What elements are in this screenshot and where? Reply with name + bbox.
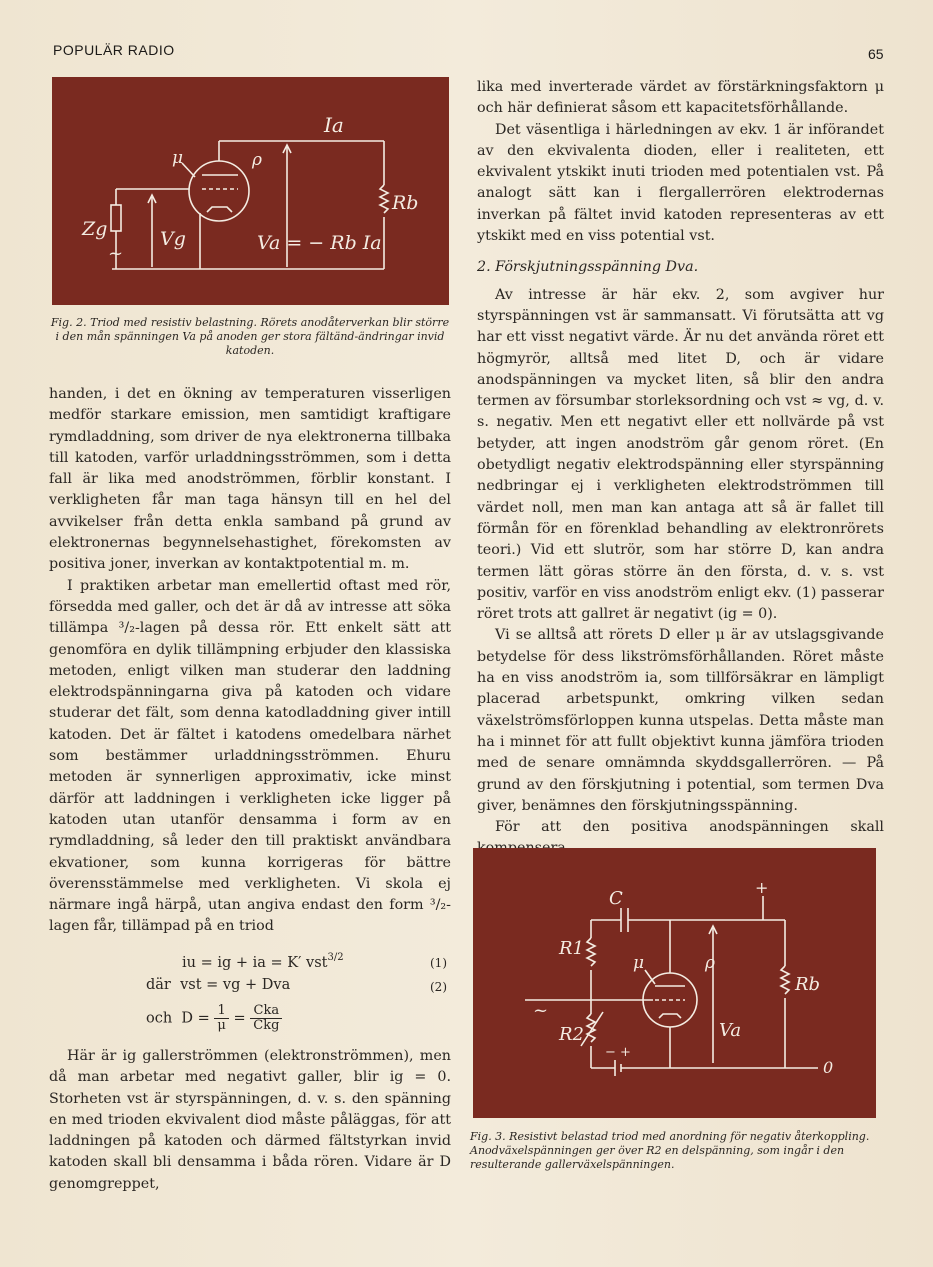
label-va-equation: Va = − Rb Ia bbox=[257, 232, 382, 254]
equation-3: och D = $\frac{1}{\mu}$ = $\frac{\text{Cka}}{\text{Ckg}}$ bbox=[146, 1004, 282, 1033]
label-mu: μ bbox=[172, 148, 184, 168]
label-r2: R2 bbox=[559, 1024, 585, 1045]
left-paragraph-3: Här är ig gallerströmmen (elektronströmmen), men då man arbetar med negativt galler, blir ig = 0. Storheten vst är styrspänningen, d. v. s. den spänning en med trioden ekvivalent diod måste påläggas, för att laddningen på katoden och därmed fältstyrkan invid katoden skall bli densamma i båda rören. Vidare är D genomgreppet, bbox=[49, 1048, 451, 1192]
right-column bbox=[477, 77, 884, 860]
equation-2-number: (2) bbox=[430, 980, 447, 994]
figure-2-diagram bbox=[52, 77, 449, 305]
r2-resistor bbox=[587, 1014, 595, 1042]
left-column-lower bbox=[49, 1046, 451, 1195]
label-ac-source: ~ bbox=[533, 1000, 549, 1021]
label-mu: μ bbox=[633, 953, 645, 973]
label-zg: Zg bbox=[82, 218, 108, 240]
section-heading: 2. Förskjutningsspänning Dva. bbox=[477, 259, 699, 276]
equation-2: där vst = vg + Dva bbox=[146, 977, 291, 993]
label-rb: Rb bbox=[392, 192, 419, 214]
equation-1: iu = ig + ia = K′ vst$^{3/2}$ bbox=[182, 952, 344, 971]
equation-1-exponent: 3/2 bbox=[327, 952, 344, 963]
cathode bbox=[207, 207, 232, 212]
zg-impedance bbox=[111, 205, 121, 231]
fraction-1-over-mu: $\frac{1}{\mu}$ bbox=[214, 1004, 228, 1033]
fraction-cka-ckg: $\frac{\text{Cka}}{\text{Ckg}}$ bbox=[250, 1004, 282, 1033]
label-battery-polarity: − + bbox=[605, 1045, 631, 1060]
label-r1: R1 bbox=[559, 938, 585, 959]
label-plus: + bbox=[755, 878, 769, 897]
right-paragraph-4: Vi se alltså att rörets D eller μ är av utslagsgivande betydelse för dess likströmsförhållanden. Röret måste ha en viss anodström ia, som tillförsäkrar en lämpligt placerad arbetspunkt, omkring vilken sedan växelströmsförloppen kunna utspelas. Detta måste man ha i minnet för att fullt objektivt kunna jämföra trioden med de senare omnämnda skyddsgallerrören. — På grund av den förskjutning i potential, som termen Dva giver, benämnes den förskjutningsspänning. bbox=[477, 627, 884, 814]
rb-resistor bbox=[380, 185, 388, 213]
label-c: C bbox=[609, 888, 623, 909]
left-column-upper bbox=[49, 384, 451, 938]
label-zero: 0 bbox=[823, 1058, 834, 1077]
right-paragraph-5: För att den positiva anodspänningen skall bbox=[495, 819, 884, 836]
label-rho: ρ bbox=[252, 150, 262, 170]
right-paragraph-1: lika med inverterade värdet av förstärkningsfaktorn μ och här definierat såsom ett kapacitetsförhållande. bbox=[477, 79, 884, 117]
label-rb: Rb bbox=[795, 974, 821, 995]
left-paragraph-2: I praktiken arbetar man emellertid oftast med rör, försedda med galler, och det är då av intresse att söka tillämpa ³/₂-lagen på dessa rör. Ett enkelt sätt att genomföra en dylik tillämpning erbjuder den klassiska metoden, enligt vilken man studerar den laddning elektrodspänningarna giva på katoden och vidare studerar det fält, som denna katodladdning giver intill katoden. Det är fältet i katodens omedelbara närhet som bestämmer urladdningsströmmen. Ehuru metoden är synnerligen approximativ, icke minst därför att laddningen i verkligheten icke ligger på katoden utan utanför densamma i form av en rymdladdning, så leder den till praktiskt användbara ekvationer, som kunna korrigeras för bättre överensstämmelse med verkligheten. Vi skola ej närmare ingå härpå, utan angiva endast den form ³/₂-lagen får, tillämpad på en triod bbox=[49, 577, 451, 935]
r1-resistor bbox=[587, 938, 595, 966]
figure-3-diagram bbox=[473, 848, 876, 1118]
left-paragraph-1: handen, i det en ökning av temperaturen visserligen medför starkare emission, men samtidigt kraftigare rymdladdning, som driver de nya elektronerna tillbaka till katoden, varför urladdningsströmmen, som i detta fall är lika med anodströmmen, förblir konstant. I verkligheten får man taga hänsyn till en hel del avvikelser från detta enkla samband på grund av elektronernas begynnelsehastighet, förekomsten av positiva joner, inverkan av kontaktpotential m. m. bbox=[49, 386, 451, 573]
page-number: 65 bbox=[868, 46, 884, 62]
figure-3-caption: Fig. 3. Resistivt belastad triod med anordning för negativ återkoppling. Anodväxelspänningen ger över R2 en delspänning, som ingår i den resulterande gallerväxelspänningen. bbox=[470, 1130, 870, 1171]
figure-3-circuit bbox=[473, 848, 876, 1118]
rb-resistor bbox=[781, 966, 789, 994]
equation-1-number: (1) bbox=[430, 956, 447, 970]
triode-tube bbox=[189, 161, 249, 221]
label-ac-source: ~ bbox=[108, 243, 124, 264]
tube-cathode bbox=[659, 1014, 681, 1018]
label-rho: ρ bbox=[705, 953, 715, 973]
label-va: Va bbox=[719, 1020, 742, 1041]
label-vg: Vg bbox=[160, 228, 186, 250]
right-paragraph-2: Det väsentliga i härledningen av ekv. 1 är införandet av den ekvivalenta dioden, eller i realiteten, ett ekvivalent ytskikt inuti trioden med potentialen vst. På analogt sätt kan i flergallerrören elektrodernas inverkan på fältet invid katoden representeras av ett ytskikt med en viss potential vst. bbox=[477, 121, 884, 245]
figure-2-circuit bbox=[52, 77, 449, 305]
journal-title: POPULÄR RADIO bbox=[53, 42, 175, 58]
mu-pointer bbox=[182, 163, 195, 177]
figure-2-caption: Fig. 2. Triod med resistiv belastning. Rörets anodåterverkan blir större i den mån spänningen Va på anoden ger stora fältänd-ändringar invid katoden. bbox=[50, 316, 450, 357]
label-ia: Ia bbox=[324, 113, 344, 137]
right-paragraph-3: Av intresse är här ekv. 2, som avgiver hur styrspänningen vst är sammansatt. Vi förutsätta att vg har ett visst negativt värde. Är nu det använda röret ett högmyrör, alltså med litet D, och är vidare anodspänningen va mycket liten, så blir den andra termen av försumbar storleksordning och vst ≈ vg, d. v. s. negativ. Men ett negativt eller ett nollvärde på vst betyder, att ingen anodström går genom röret. (En obetydligt negativ elektrodspänning eller styrspänning nedbringar ej i verkligheten elektrodströmmen till värdet noll, men man kan antaga att så är fallet till förmån för en förenklad behandling av elektronrörets teori.) Vid ett slutrör, som har större D, kan andra termen lätt göras större än den första, d. v. s. vst positiv, varför en viss anodström enligt ekv. (1) passerar röret trots att gallret är negativt (ig = 0). bbox=[477, 286, 885, 623]
